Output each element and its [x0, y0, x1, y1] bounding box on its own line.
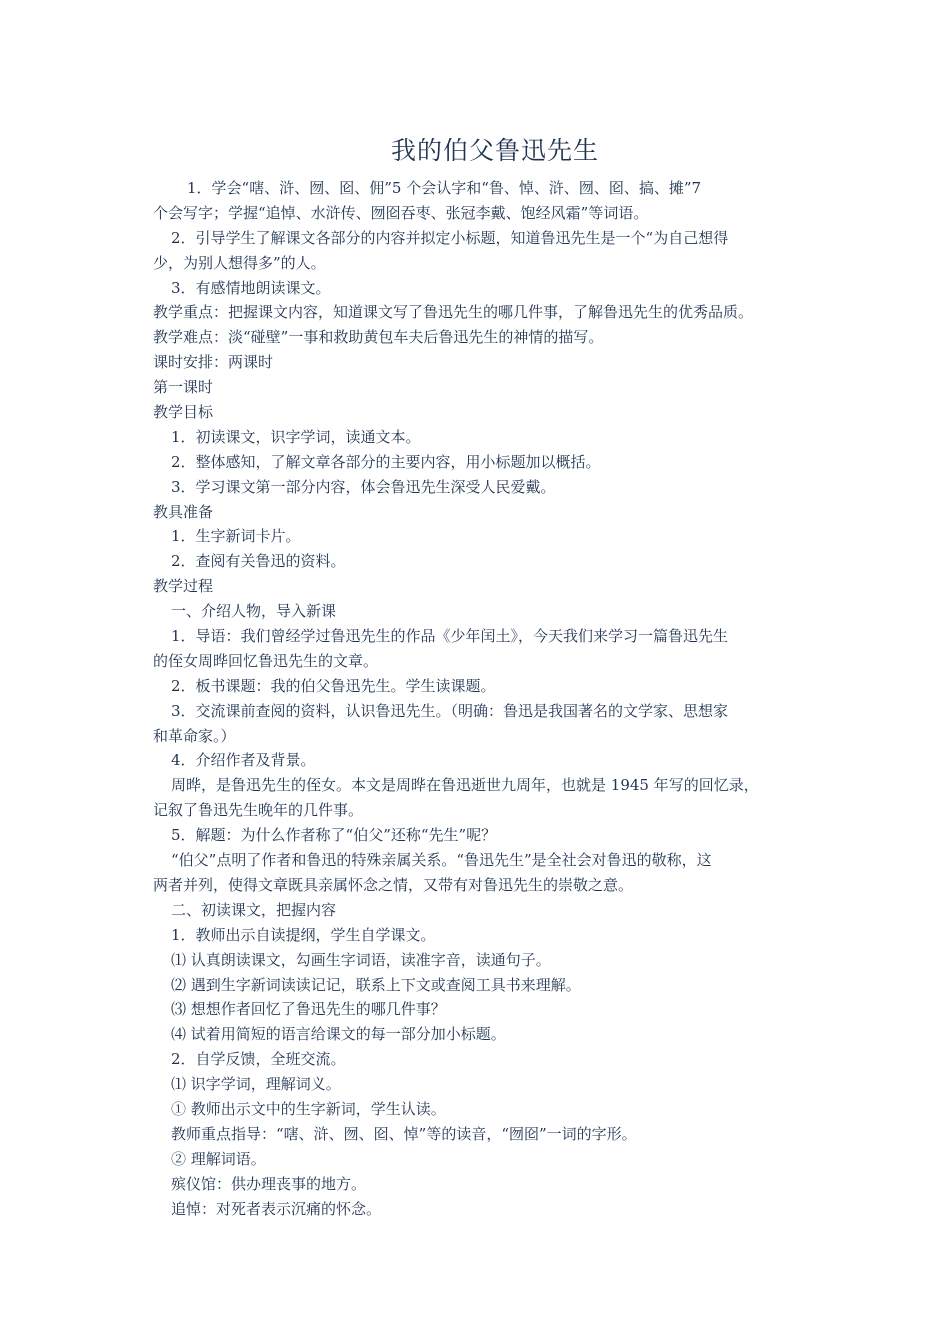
text-line: 个会写字；学握“追悼、水浒传、囫囵吞枣、张冠李戴、饱经风霜”等词语。	[153, 203, 649, 222]
text-line: ① 教师出示文中的生字新词，学生认读。	[171, 1099, 446, 1118]
text-line: 5．解题：为什么作者称了“伯父”还称“先生”呢？	[171, 826, 497, 845]
text-line: 一、介绍人物，导入新课	[171, 602, 337, 621]
text-line: 2．板书课题：我的伯父鲁迅先生。学生读课题。	[171, 676, 496, 695]
text-line: 2．整体感知，了解文章各部分的主要内容，用小标题加以概括。	[171, 452, 601, 471]
text-line: ⑴ 识字学词，理解词义。	[171, 1075, 341, 1094]
text-line: 3．学习课文第一部分内容，体会鲁迅先生深受人民爱戴。	[171, 477, 556, 496]
text-line: 2．查阅有关鲁迅的资料。	[171, 552, 346, 571]
text-line: 2．自学反馈，全班交流。	[171, 1050, 346, 1069]
text-line: 记叙了鲁迅先生晚年的几件事。	[153, 801, 364, 820]
text-line: 教学重点：把握课文内容，知道课文写了鲁迅先生的哪几件事，了解鲁迅先生的优秀品质。	[153, 303, 754, 322]
document-title: 我的伯父鲁迅先生	[390, 136, 599, 165]
text-line: ② 理解词语。	[171, 1149, 266, 1168]
text-line: “伯父”点明了作者和鲁迅的特殊亲属关系。“鲁迅先生”是全社会对鲁迅的敬称，这	[171, 851, 712, 870]
text-line: 3．交流课前查阅的资料，认识鲁迅先生。（明确：鲁迅是我国著名的文学家、思想家	[171, 701, 729, 720]
text-line: 1．初读课文，识字学词，读通文本。	[171, 427, 421, 446]
text-line: 1．教师出示自读提纲，学生自学课文。	[171, 925, 436, 944]
text-line: 少，为别人想得多”的人。	[153, 253, 326, 272]
text-line: ⑶ 想想作者回忆了鲁迅先生的哪几件事？	[171, 1000, 446, 1019]
text-line: 第一课时	[153, 378, 214, 397]
text-line: 教具准备	[153, 502, 214, 521]
text-line: 教学过程	[153, 577, 214, 596]
text-line: 教师重点指导：“嗐、浒、囫、囵、悼”等的读音，“囫囵”一词的字形。	[171, 1124, 637, 1143]
text-line: 教学难点：淡“碰壁”一事和救助黄包车夫后鲁迅先生的神情的描写。	[153, 328, 604, 347]
text-line: 二、初读课文，把握内容	[171, 900, 337, 919]
text-line: 两者并列，使得文章既具亲属怀念之情，又带有对鲁迅先生的崇敬之意。	[153, 875, 634, 894]
text-line: 追悼：对死者表示沉痛的怀念。	[171, 1199, 382, 1218]
text-line: ⑵ 遇到生字新词读读记记，联系上下文或查阅工具书来理解。	[171, 975, 581, 994]
text-line: 和革命家。）	[153, 726, 236, 745]
text-line: 殡仪馆：供办理丧事的地方。	[171, 1174, 367, 1193]
text-line: 课时安排：两课时	[153, 353, 274, 372]
text-line: 3．有感情地朗读课文。	[171, 278, 331, 297]
text-line: ⑷ 试着用简短的语言给课文的每一部分加小标题。	[171, 1025, 506, 1044]
text-line: 的侄女周晔回忆鲁迅先生的文章。	[153, 651, 379, 670]
document-body	[153, 176, 828, 1221]
text-line: 1．学会“嗐、浒、囫、囵、佣”5 个会认字和“鲁、悼、浒、囫、囵、搞、摊”7	[187, 179, 702, 197]
text-line: 1．生字新词卡片。	[171, 527, 301, 546]
text-line: 1．导语：我们曾经学过鲁迅先生的作品《少年闰土》，今天我们来学习一篇鲁迅先生	[171, 627, 729, 646]
text-line: ⑴ 认真朗读课文，勾画生字词语，读准字音，读通句子。	[171, 950, 551, 969]
text-line: 教学目标	[153, 403, 214, 422]
text-line: 2．引导学生了解课文各部分的内容并拟定小标题，知道鲁迅先生是一个“为自己想得	[171, 228, 729, 247]
text-line: 4．介绍作者及背景。	[171, 751, 316, 770]
text-line: 周晔，是鲁迅先生的侄女。本文是周晔在鲁迅逝世九周年，也就是 1945 年写的回忆录，	[171, 776, 759, 795]
